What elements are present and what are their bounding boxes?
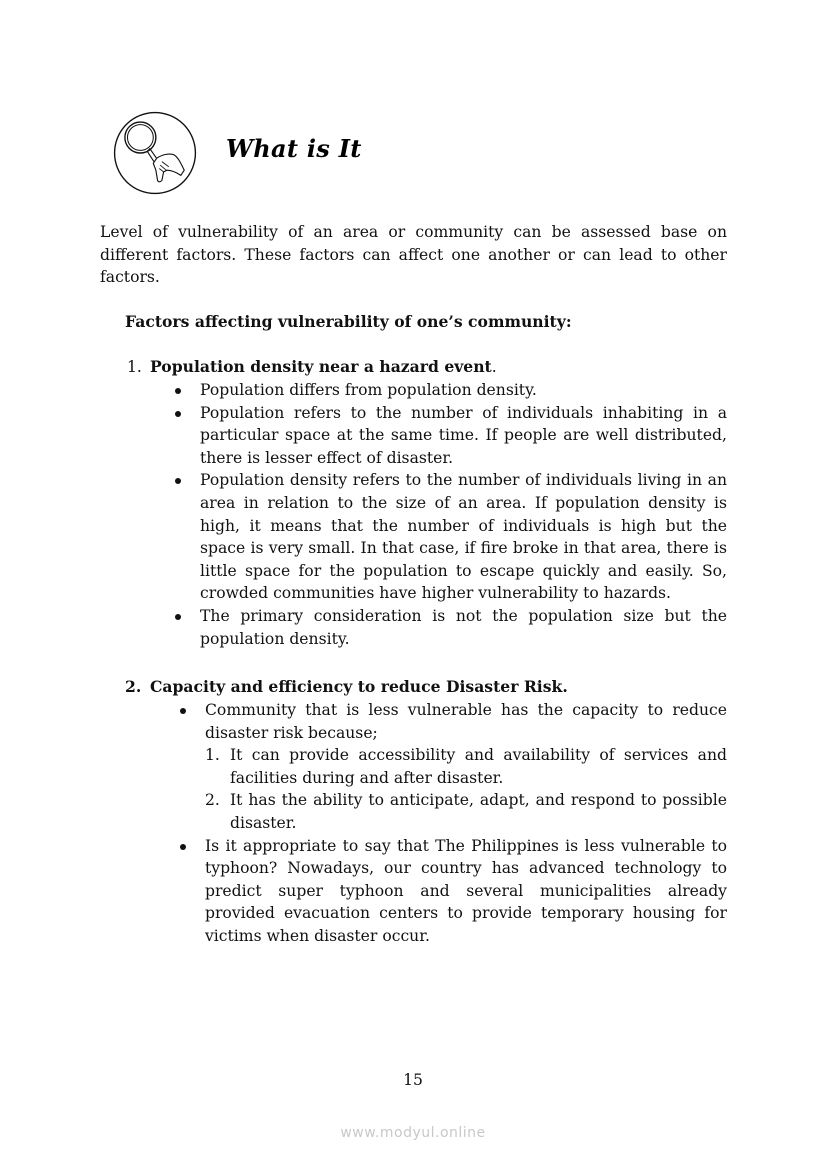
reasons-sublist bbox=[205, 744, 727, 834]
bullet-text: Community that is less vulnerable has the capacity to reduce disaster risk because; bbox=[205, 701, 727, 742]
factor-2-title: Capacity and efficiency to reduce Disaster Risk. bbox=[150, 677, 568, 696]
bullet-icon bbox=[175, 388, 181, 394]
sublist-item-number: 1. bbox=[205, 746, 220, 765]
factor-1-bullet-list bbox=[175, 379, 727, 650]
sublist-item-text: It has the ability to anticipate, adapt, and respond to possible disaster. bbox=[230, 791, 727, 832]
bullet-text: Population differs from population density. bbox=[200, 381, 537, 399]
bullet-text: Population refers to the number of individuals inhabiting in a particular space at the same time. If people are well distributed, there is lesser effect of disaster. bbox=[200, 403, 727, 467]
page-number: 15 bbox=[403, 1071, 423, 1089]
list-item bbox=[175, 469, 727, 605]
factor-2-bullet-list bbox=[180, 699, 727, 948]
bullet-text: The primary consideration is not the population size but the population density. bbox=[200, 606, 727, 648]
factor-2-heading bbox=[125, 676, 568, 699]
sublist-item-number: 2. bbox=[205, 791, 220, 810]
list-item bbox=[180, 835, 727, 948]
factor-1-heading bbox=[127, 356, 497, 379]
bullet-icon bbox=[180, 844, 186, 850]
list-item bbox=[175, 379, 727, 402]
list-item bbox=[175, 402, 727, 470]
bullet-icon bbox=[180, 708, 186, 714]
magnifying-glass-in-hand-icon bbox=[112, 110, 198, 196]
factors-subheading: Factors affecting vulnerability of one’s community: bbox=[125, 312, 572, 331]
section-title: What is It bbox=[226, 134, 362, 163]
list-item bbox=[175, 605, 727, 650]
factor-2-number: 2. bbox=[125, 677, 142, 696]
factor-1-title-suffix: . bbox=[491, 358, 497, 376]
section-header bbox=[112, 108, 198, 198]
factor-1-number: 1. bbox=[127, 358, 142, 376]
sublist-item bbox=[205, 789, 727, 834]
watermark: www.modyul.online bbox=[340, 1125, 486, 1141]
bullet-icon bbox=[175, 411, 181, 417]
bullet-text: Population density refers to the number of individuals living in an area in relation to the size of an area. If population density is high, it means that the number of individuals is high but the space is very small. In that case, if fire broke in that area, there is little space for the population to escape quickly and easily. So, crowded communities have higher vulnerability to hazards. bbox=[200, 471, 727, 603]
list-item bbox=[180, 699, 727, 835]
bullet-icon bbox=[175, 478, 181, 484]
sublist-item-text: It can provide accessibility and availability of services and facilities during and after disaster. bbox=[230, 746, 727, 787]
intro-paragraph: Level of vulnerability of an area or community can be assessed base on different factors. These factors can affect one another or can lead to other factors. bbox=[100, 223, 727, 287]
bullet-text: Is it appropriate to say that The Philippines is less vulnerable to typhoon? Nowadays, our country has advanced technology to predict super typhoon and several municipalities already provided evacuation centers to provide temporary housing for victims when disaster occur. bbox=[205, 836, 727, 945]
factor-1-title: Population density near a hazard event bbox=[150, 357, 492, 376]
sublist-item bbox=[205, 744, 727, 789]
bullet-icon bbox=[175, 614, 181, 620]
